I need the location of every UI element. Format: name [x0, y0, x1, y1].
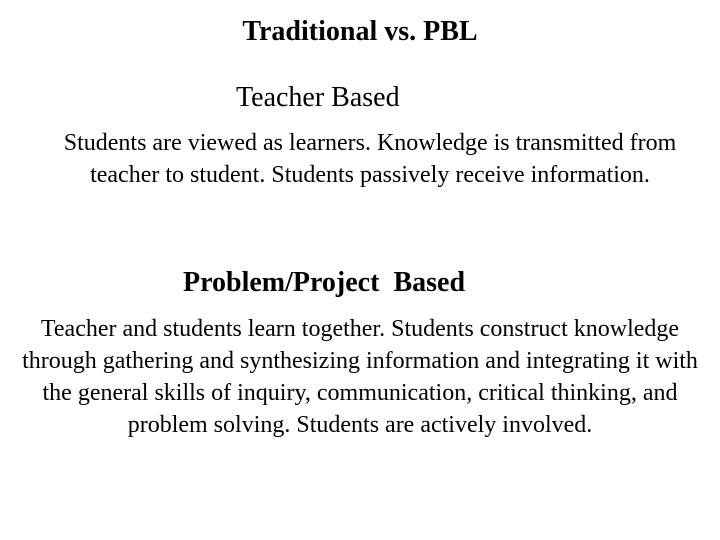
slide-title: [0, 14, 720, 50]
section-heading-teacher-based: Teacher Based: [236, 82, 400, 113]
section-body-teacher-based: Students are viewed as learners. Knowledge is transmitted from teacher to student. Students passively receive information.: [63, 130, 677, 188]
slide-title-text: Traditional vs. PBL: [242, 16, 478, 47]
section-heading-problem-project-based: Problem/Project Based: [183, 267, 466, 298]
section-body-problem-project-based: Teacher and students learn together. Students construct knowledge through gathering and synthesizing information and integrating it with the general skills of inquiry, communication, critical thinking, and problem solving. Students are actively involved.: [22, 316, 698, 438]
